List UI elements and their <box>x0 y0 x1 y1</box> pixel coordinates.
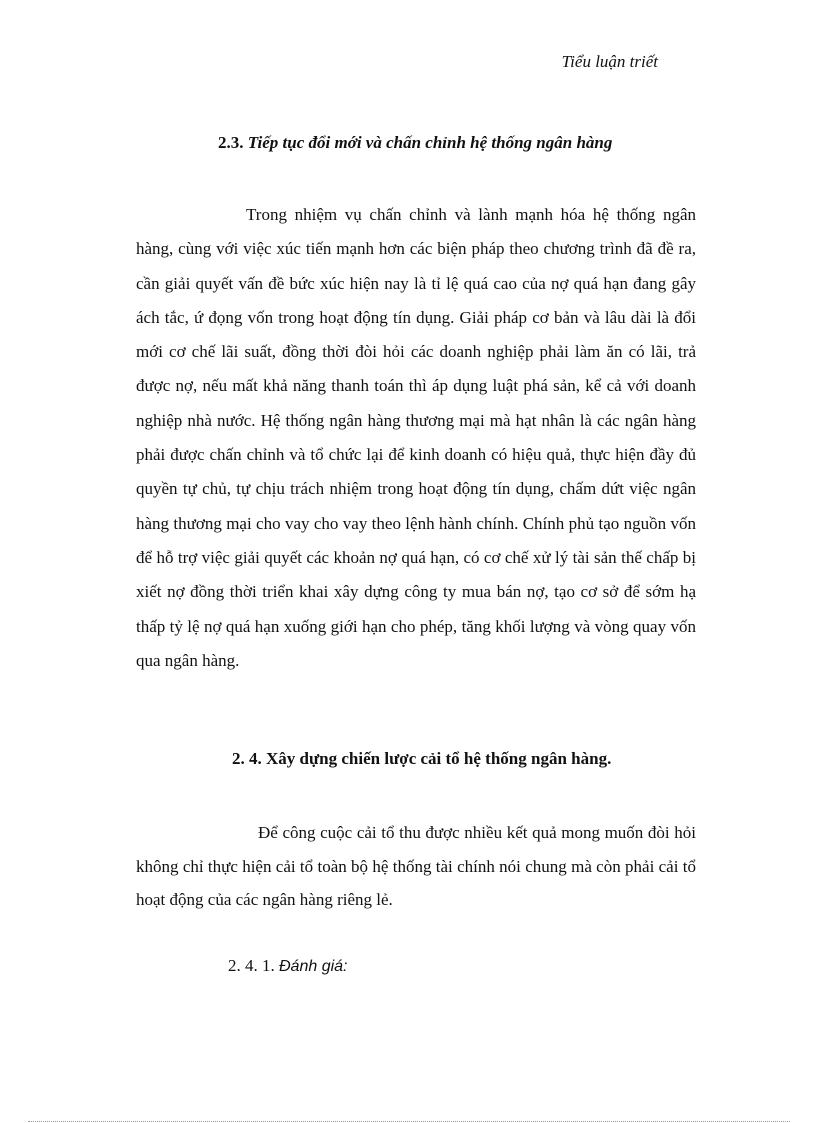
section-heading-2-3 <box>218 133 612 153</box>
body-paragraph-2-3: Trong nhiệm vụ chấn chỉnh và lành mạnh hóa hệ thống ngân hàng, cùng với việc xúc tiến mạnh hơn các biện pháp theo chương trình đã đề ra, cần giải quyết vấn đề bức xúc hiện nay là tỉ lệ quá cao của nợ quá hạn đang gây ách tắc, ứ đọng vốn trong hoạt động tín dụng. Giải pháp cơ bản và lâu dài là đổi mới cơ chế lãi suất, đồng thời đòi hỏi các doanh nghiệp phải làm ăn có lãi, trả được nợ, nếu mất khả năng thanh toán thì áp dụng luật phá sản, kể cả với doanh nghiệp nhà nước. Hệ thống ngân hàng thương mại mà hạt nhân là các ngân hàng phải được chấn chỉnh và tổ chức lại để kinh doanh có hiệu quả, thực hiện đầy đủ quyền tự chủ, tự chịu trách nhiệm trong hoạt động tín dụng, chấm dứt việc ngân hàng thương mại cho vay cho vay theo lệnh hành chính. Chính phủ tạo nguồn vốn để hỗ trợ việc giải quyết các khoản nợ quá hạn, có cơ chế xử lý tài sản thế chấp bị xiết nợ đồng thời triển khai xây dựng công ty mua bán nợ, tạo cơ sở để sớm hạ thấp tỷ lệ nợ quá hạn xuống giới hạn cho phép, tăng khối lượng và vòng quay vốn qua ngân hàng. <box>136 205 696 670</box>
section-title: Tiếp tục đổi mới và chấn chỉnh hệ thống ngân hàng <box>247 133 613 152</box>
section-heading-2-4: 2. 4. Xây dựng chiến lược cải tổ hệ thống ngân hàng. <box>232 749 612 768</box>
subsection-heading-2-4-1 <box>228 956 348 976</box>
running-header: Tiểu luận triết <box>561 52 658 71</box>
page-bottom-divider <box>28 1121 790 1122</box>
body-paragraph-2-4: Để công cuộc cải tổ thu được nhiều kết quả mong muốn đòi hỏi không chỉ thực hiện cải tổ toàn bộ hệ thống tài chính nói chung mà còn phải cải tổ hoạt động của các ngân hàng riêng lẻ. <box>136 823 696 909</box>
subsection-title: Đánh giá: <box>279 958 348 975</box>
section-number: 2.3. <box>218 133 244 152</box>
subsection-number: 2. 4. 1. <box>228 956 275 975</box>
